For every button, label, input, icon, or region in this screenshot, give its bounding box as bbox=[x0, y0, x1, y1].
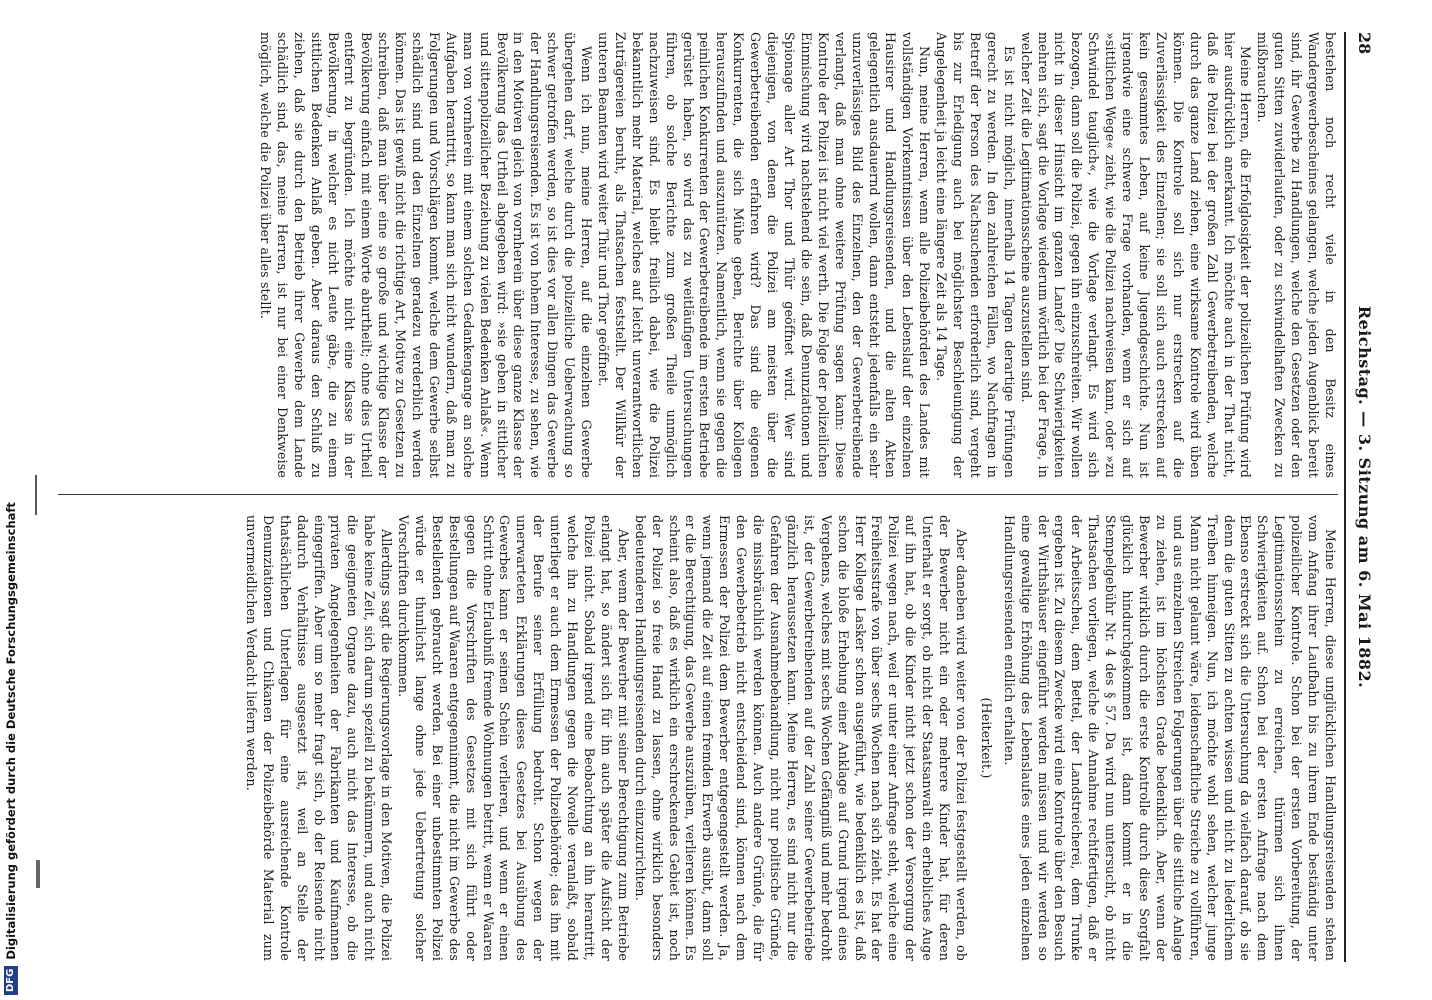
running-title: Reichstag. — 3. Sitzung am 6. Mai 1882. bbox=[1355, 305, 1374, 689]
right-column bbox=[58, 515, 1338, 961]
page-header bbox=[1348, 32, 1374, 962]
right-paragraph: Allerdings sagt die Regierungsvorlage in den Motiven, die Polizei habe keine Zeit, sich darum speziell zu bekümmern, und auch nicht die geeigneten Organe dazu, auch nicht das Interesse, ob die privaten Angelegenheiten der Fabrikanten und Kaufmannen eingegriffen. Aber um so mehr fragt sich, ob der Reisende nicht dadurch Verhältnisse ausgesetzt ist, weil an Stelle der thatsächlichen Unterlagen für eine ausreichende Kontrole Denunziationen und Chikanen der Polizeibehörde Material zum unvermeidlichen Verdacht liefern werden. bbox=[243, 515, 395, 961]
left-column bbox=[58, 32, 1338, 478]
right-paragraph: Meine Herren, diese unglücklichen Handlungsreisenden stehen vom Anfang ihrer Laufbahn bis zu ihrem Ende beständig unter polizeilicher Kontrole. Schon bei der ersten Vorbereitung, der Legitimationsschein zu erreichen, thürmen sich ihnen Schwierigkeiten auf. Schon bei der ersten Anfrage nach dem Ebenso erstreckt sich die Untersuchung da vielfach darauf, ob sie denn die guten Sitten zu achten wissen und nicht zu liederlichem Treiben hinneigen. Nun, ich möchte wohl sehen, welcher junge Mann nicht gelaunt wäre, leidenschaftliche Streiche zu vollführen, und aus einzelnen Streichen Folgerungen über die sittliche Anlage zu ziehen, ist im höchsten Grade bedenklich. Aber, wenn der Bewerber wirklich durch die erste Kontrolle durch diese Sorgfalt glücklich hindurchgekommen ist, dann kommt er in die Stempelgebühr Nr. 4 des § 57. Da wird nun untersucht, ob nicht Thatsachen vorliegen, welche die Annahme rechtfertigen, daß er der Arbeitsscheu, dem Bettel, der Landstreicherei, dem Trunke ergeben ist. Zu diesem Zwecke wird eine Kontrole über den Besuch der Wirthshäuser eingeführt werden müssen und wir werden so eine gewaltige Erhöhung des Lebenslaufes eines jeden einzelnen Handlungsreisenden endlich erhalten. bbox=[1001, 515, 1338, 961]
credit-line bbox=[1, 0, 21, 999]
header-rule bbox=[1344, 32, 1346, 962]
left-paragraph: Wenn ich nun, meine Herren, auf die einzelnen Gewerbe übergehen darf, welche durch die polizeiliche Ueberwachung so schwer getroffen werden, so ist dies vor allen Dingen das Gewerbe der Handlungsreisenden. Es ist von hohem Interesse, zu sehen, wie in den Motiven gleich von vornherein über diese ganze Klasse der Bevölkerung das Urtheil abgegeben wird: »sie geben in sittlicher und sittenpolizeilicher Beziehung zu vielen Bedenken Anlaß«. Wenn man von vornherein mit einem solchen Gedankengange an solche Aufgaben herantritt, so kann man sich nicht wundern, daß man zu Folgerungen und Vorschlägen kommt, welche dem Gewerbe selbst schädlich sind und den Einzelnen geradezu verderblich werden können. Das ist gewiß nicht die richtige Art, Motive zu Gesetzen zu schreiben, daß man über eine so große und wichtige Klasse der Bevölkerung einfach mit einem Worte aburtheilt; ohne dies Urtheil entfernt zu begründen. Ich möchte nicht eine Klasse in der Bevölkerung, in welcher es nicht Leute gäbe, die zu einem sittlichen Bedenken Anlaß geben. Aber daraus den Schluß zu ziehen, daß sie durch den Betrieb ihrer Gewerbe dem Lande schädlich sind, das, meine Herren, ist nur bei einer Denkweise möglich, welche die Polizei über alles stellt. bbox=[257, 32, 595, 478]
credit-text: Digitalisierung gefördert durch die Deutsche Forschungsgemeinschaft bbox=[4, 502, 18, 960]
page-number: 28 bbox=[1355, 32, 1374, 55]
left-paragraph: bestehen noch recht viele in den Besitz eines Wandergewerbescheines gelangen, welche jeden Augenblick bereit sind, ihr Gewerbe zu Handlungen, welche den Gesetzen oder den guten Sitten zuwiderlaufen, oder zu schwindelhaften Zwecken zu mißbrauchen. bbox=[1255, 32, 1338, 478]
footer-mark bbox=[36, 860, 40, 888]
column-divider bbox=[58, 494, 1338, 495]
footer-dash bbox=[35, 475, 37, 515]
left-paragraph: Meine Herren, die Erfolglosigkeit der polizeilichen Prüfung wird hier ausdrücklich anerkannt. Ich möchte auch in der That nicht, daß die Polizei bei der großen Zahl Gewerbetreibenden, welche durch das ganze Land ziehen, eine wirksame Kontrole wird üben können. Die Kontrole soll sich nur erstrecken auf die Zuverlässigkeit des Einzelnen; sie soll sich auch erstrecken auf kein gesammtes Leben, auf keine Jugendgeschichte. Nun ist irgendwie eine schwere Frage vorhanden, wenn er sich auf »sittlichen Wege« zieht, wie die Polizei nachweisen kann, oder »zu Schwindel tauglich«, wie die Vorlage verlangt. Es wird sich bezogen, dann soll die Polizei, gegen ihn einzuschreiten. Wir wollen nicht in dieser Hinsicht im ganzen Lande? Die Schwierigkeiten mehren sich, sagt die Vorlage wiederum wörtlich bei der Frage, in welcher Zeit die Legitimationsscheine auszustellen sind. bbox=[1018, 32, 1254, 478]
interjection-remark: (Heiterkeit.) bbox=[978, 697, 994, 779]
right-paragraph: Aber daneben wird weiter von der Polizei festgestellt werden, ob der Bewerber nicht ein oder mehrere Kinder hat, für deren Unterhalt er sorgt, ob nicht der Staatsanwalt ein erhebliches Auge auf ihn hat, ob die Kinder nicht jetzt schon der Versorgung der Polizei wegen nach, weil er unter einer Anfrage steht, welche eine Freiheitsstrafe von über sechs Wochen nach sich zieht. Es hat der Herr Kollege Lasker schon ausgeführt, wie bedenklich es ist, daß schon die bloße Erhebung einer Anklage auf Grund irgend eines Vergehens, welches mit sechs Wochen Gefängniß und mehr bedroht ist, der Gewerbetreibenden auf der Zahl seiner Gewerbebetriebe gänzlich heraussetzen kann. Meine Herren, es sind nicht nur die Gefahren der Ausnahmebehandlung, nicht nur politische Gründe, die missbräuchlich werden können. Auch andere Gründe, die für den Gewerbebetrieb nicht entscheidend sind, können nach dem Ermessen der Polizei dem Bewerber entgegengestellt werden. Ja, wenn jemand die Zeit auf einen fremden Erwerb ausübt, dann soll er die Berechtigung, das Gewerbe auszuüben, verlieren können. Es scheint also, daß es wirklich ein erschreckendes Gebiet ist, noch der Polizei so freie Hand zu lassen, ohne wirklich besonders bedeutenderen Handlungsreisenden durch einzuzurichten. bbox=[632, 515, 969, 961]
left-paragraph: Es ist nicht möglich, innerhalb 14 Tagen derartige Prüfungen gerecht zu werden. In den zahlreichen Fällen, wo Nachfragen in Betreff der Person des Nachsuchenden erforderlich sind, vergeht bis zur Erledigung auch bei möglichster Beschleunigung der Angelegenheit ja leicht eine längere Zeit als 14 Tage. bbox=[934, 32, 1017, 478]
left-paragraph: Nun, meine Herren, wenn alle Polizeibehörden des Landes mit vollständigen Vorkenntnissen über den Lebenslauf der einzelnen Hausirer und Handlungsreisenden, und die alten Akten gelegentlich ausdauernd wollen, dann entsteht jedenfalls ein sehr unzuverlässiges Bild des Einzelnen, den der Gewerbetreibende verlangt, daß man ohne weitere Prüfung sagen kann: Diese Kontrole der Polizei ist nicht viel werth. Die Folge der polizeilichen Einmischung wird nachstehend die sein, daß Denunziationen und Spionage aller Art Thor und Thür geöffnet wird. Wer sind diejenigen, von denen die Polizei am meisten über die Gewerbetreibenden erfahren wird? Das sind die eigenen Konkurrenten, die sich Mühe geben, Berichte über Kollegen herauszufinden und auszunützen. Namentlich, wenn sie gegen die peinlichen Konkurrenten der Gewerbetreibende im ersten Betriebe gerüstet haben, so wird das zu weitläufigen Untersuchungen führen, ob solche Berichte zum großen Theile unmöglich nachzuweisen sind. Es bleibt freilich dabei, wie die Polizei bekanntlich mehr Material, welches auf leicht unverantwortlichen Zuträgereien beruht, als Thatsachen feststellt. Der Willkür der unteren Beamten wird weiter Thür und Thor geöffnet. bbox=[596, 32, 933, 478]
right-paragraph: Aber, wenn der Bewerber mit seiner Berechtigung zum Betriebe erlangt hat, so ändert sich für ihn auch später die Aufsicht der Polizei nicht. Sobald irgend eine Beobachtung an ihn herantritt, welche ihn zu Handlungen gegen die Novelle veranlaßt, sobald unterliegt er auch dem Ermessen der Polizeibehörde; das ihn mit der Berufe seiner Erfüllung bedroht. Schon wegen der unerwarteten Erklärungen dieses Gesetzes bei Ausübung des Gewerbes kann er seinen Schein verlieren, und wenn er einen Schritt ohne Erlaubniß fremde Wohnungen betritt, wenn er Waaren gegen die Vorschriften des Gesetzes mit sich führt oder Bestellungen auf Waaren entgegennimmt, die nicht im Gewerbe des Bestellenden gebraucht werden. Bei einer unbestimmten Polizei würde er thunlichst lange ohne jede Uebertretung solcher Vorschriften durchkommen. bbox=[396, 515, 631, 961]
dfg-logo-icon: DFG bbox=[4, 966, 18, 995]
credit-sidebar bbox=[0, 0, 22, 1000]
